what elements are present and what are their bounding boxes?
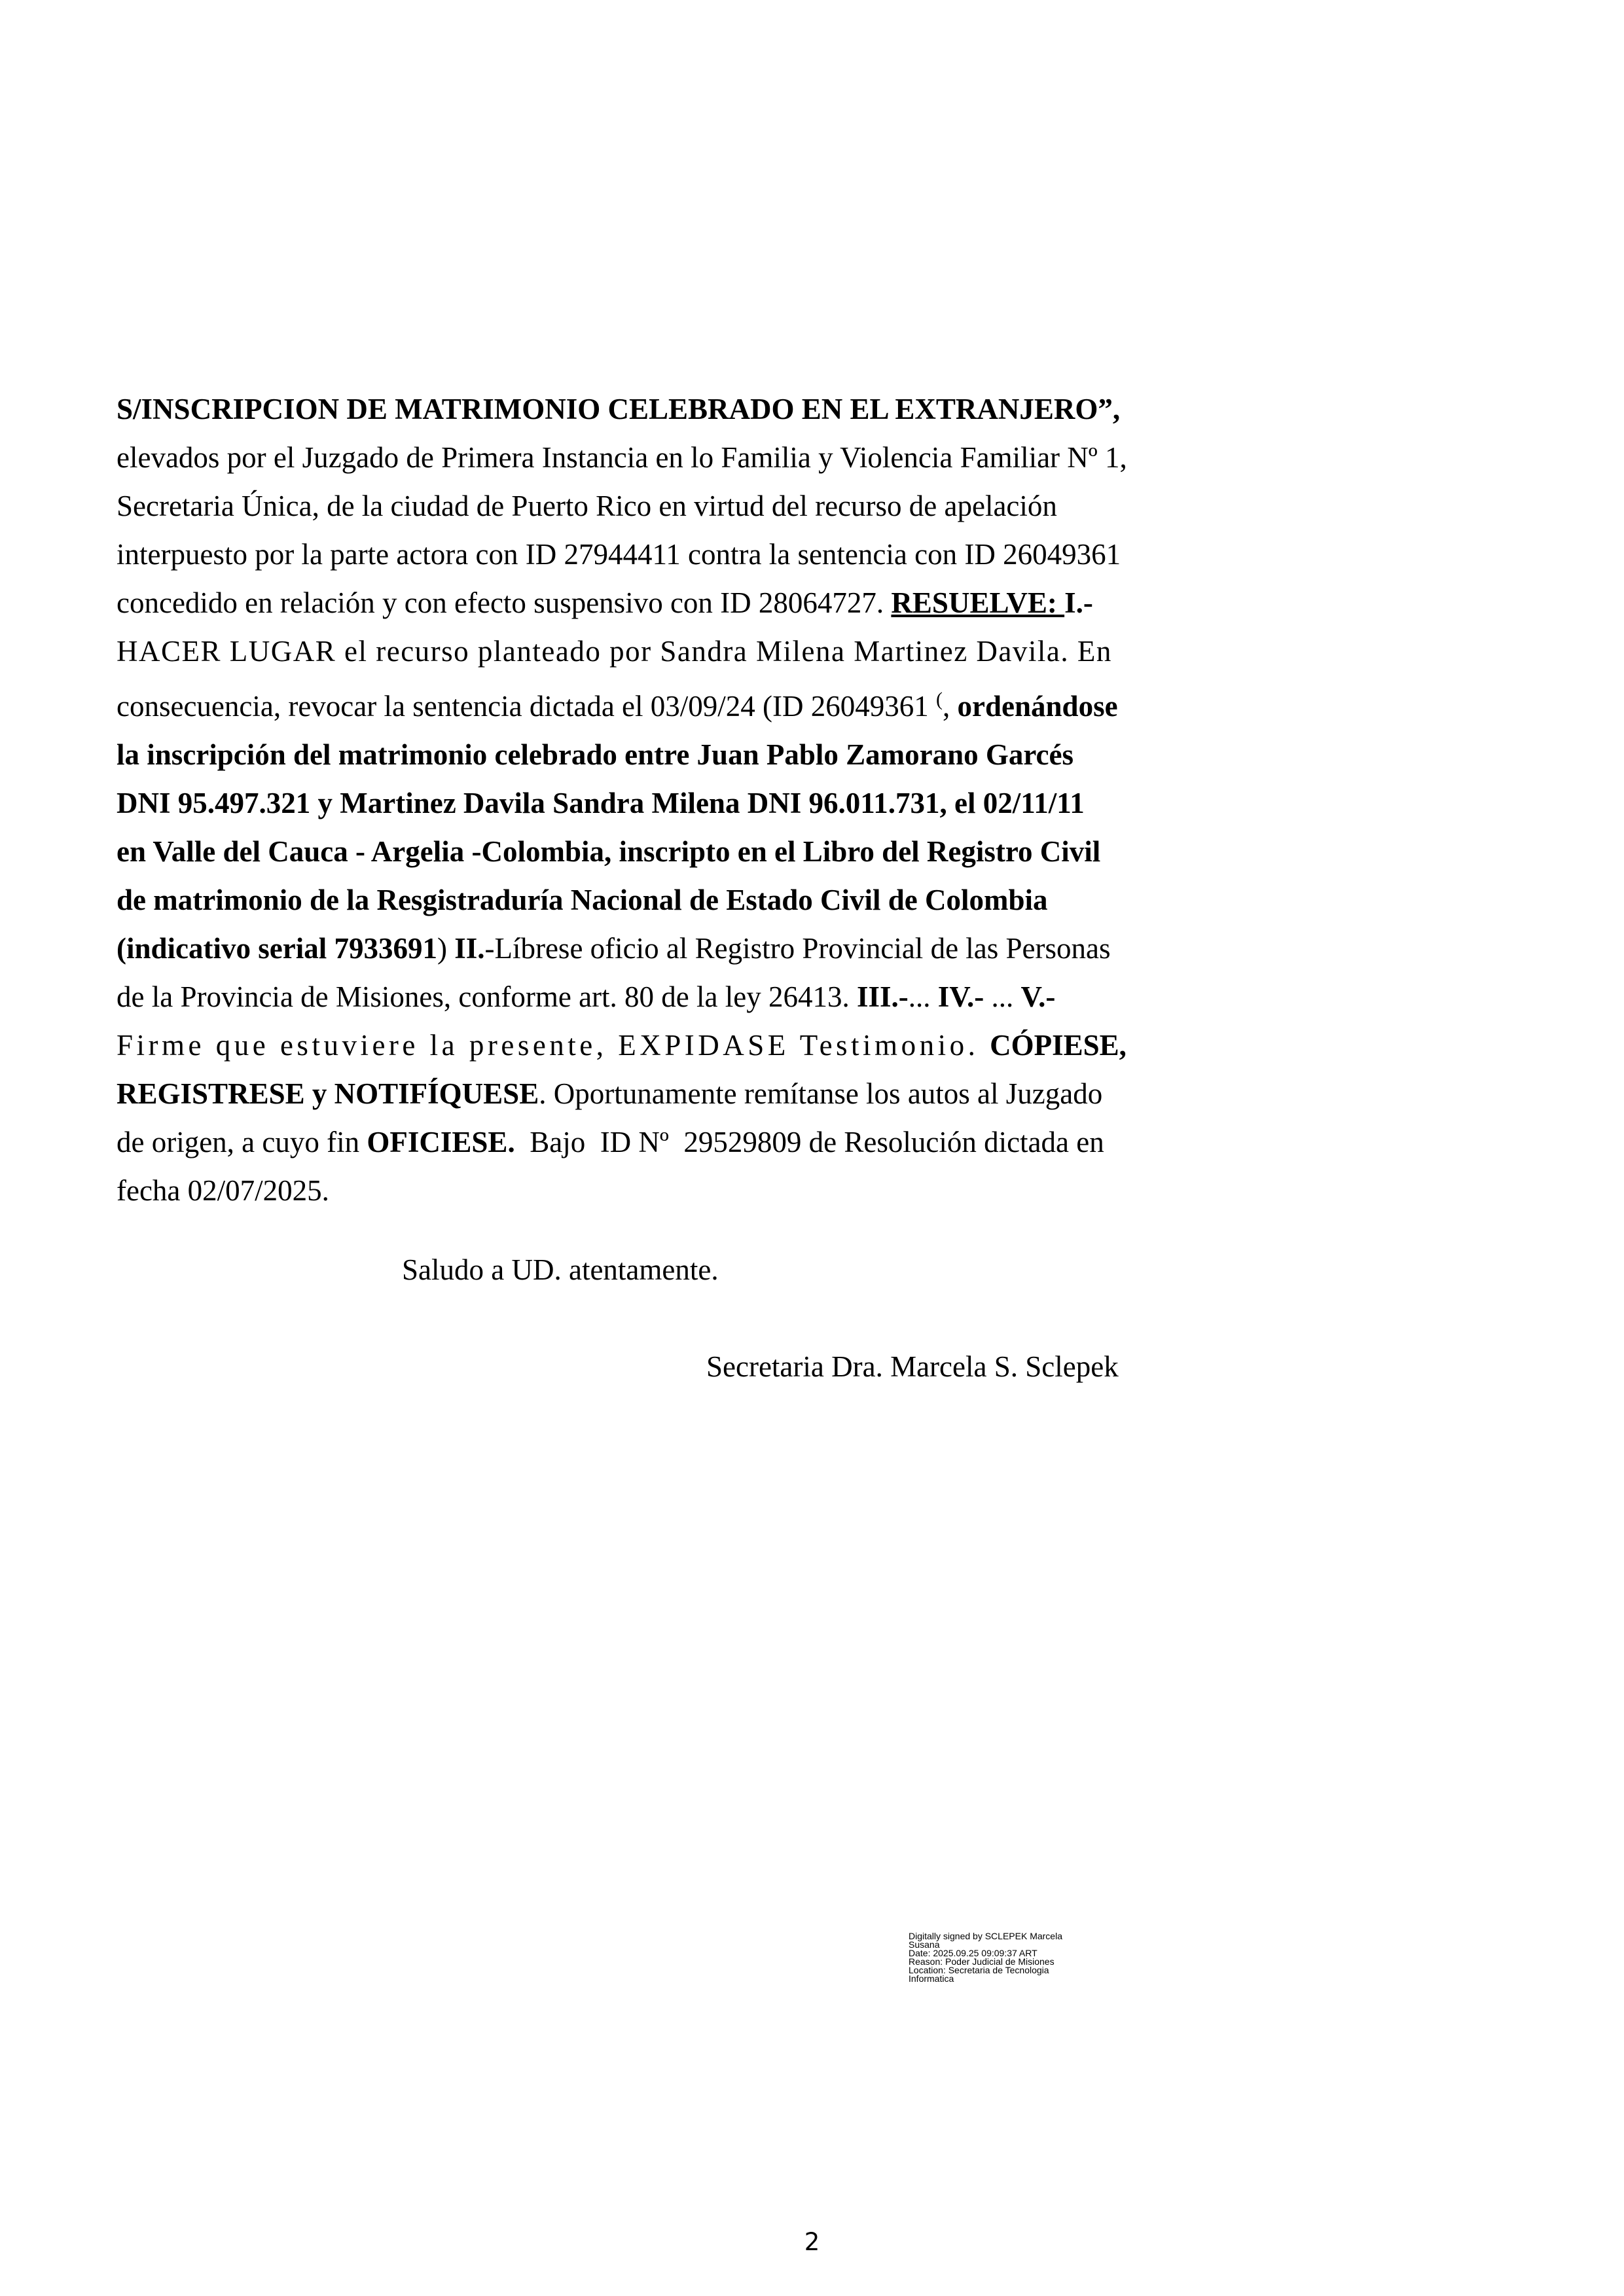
body-text-run: ...: [908, 980, 938, 1013]
body-line: [117, 876, 1241, 924]
bold-text-run: en Valle del Cauca - Argelia -Colombia, inscripto en el Libro del Registro Civil: [117, 835, 1101, 868]
body-text-run: Bajo ID Nº 29529809 de Resolución dictada en: [514, 1126, 1104, 1158]
body-line: HACER LUGAR el recurso planteado por Sandra Milena Martinez Davila. En: [117, 635, 1112, 668]
body-line: Secretaria Única, de la ciudad de Puerto Rico en virtud del recurso de apelación: [117, 490, 1057, 522]
paren-mark: (: [936, 689, 943, 710]
body-text-run: -Líbrese oficio al Registro Provincial de las Personas: [484, 932, 1111, 965]
digital-signature-block: [909, 1932, 1131, 1983]
digital-signature-line: Reason: Poder Judicial de Misiones: [909, 1956, 1055, 1967]
body-text-run: concedido en relación y con efecto suspensivo con ID 28064727.: [117, 586, 892, 619]
body-line: [117, 1021, 1241, 1069]
item-numeral: III.-: [856, 980, 909, 1013]
resolution-body: [117, 385, 1241, 1215]
body-text-run: ...: [984, 980, 1021, 1013]
item-numeral: II.: [454, 932, 485, 965]
digital-signature-line: Informatica: [909, 1973, 954, 1984]
item-numeral: V.-: [1020, 980, 1056, 1013]
bold-text-run: OFICIESE.: [367, 1126, 515, 1158]
body-line: elevados por el Juzgado de Primera Instancia en lo Familia y Violencia Familiar Nº 1,: [117, 441, 1127, 474]
case-title: S/INSCRIPCION DE MATRIMONIO CELEBRADO EN EL EXTRANJERO”,: [117, 393, 1121, 425]
digital-signature-line: Location: Secretaria de Tecnologia: [909, 1965, 1049, 1975]
body-text-run: de origen, a cuyo fin: [117, 1126, 367, 1158]
digital-signature-line: Susana: [909, 1939, 940, 1950]
body-line: fecha 02/07/2025.: [117, 1174, 329, 1207]
bold-text-run: de matrimonio de la Resgistraduría Nacional de Estado Civil de Colombia: [117, 884, 1048, 916]
body-line: interpuesto por la parte actora con ID 27944411 contra la sentencia con ID 26049361: [117, 538, 1121, 571]
body-line: [117, 779, 1241, 827]
body-line: [117, 827, 1241, 876]
body-line: [117, 973, 1241, 1021]
page-number: 2: [804, 2228, 820, 2256]
item-numeral: I.-: [1064, 586, 1093, 619]
bold-text-run: DNI 95.497.321 y Martinez Davila Sandra Milena DNI 96.011.731, el 02/11/11: [117, 787, 1085, 819]
body-text-run: ): [437, 932, 455, 965]
bold-text-run: la inscripción del matrimonio celebrado entre Juan Pablo Zamorano Garcés: [117, 738, 1074, 771]
digital-signature-line: Digitally signed by SCLEPEK Marcela: [909, 1931, 1062, 1941]
body-line: [117, 730, 1241, 779]
body-text-run: Firme que estuviere la presente, EXPIDASE Testimonio.: [117, 1029, 990, 1062]
body-text-run: . Oportunamente remítanse los autos al Juzgado: [539, 1077, 1103, 1110]
bold-text-run: REGISTRESE y NOTIFÍQUESE: [117, 1077, 539, 1110]
bold-text-run: (indicativo serial 7933691: [117, 932, 437, 965]
digital-signature-line: Date: 2025.09.25 09:09:37 ART: [909, 1948, 1038, 1958]
body-text-run: consecuencia, revocar la sentencia dictada el 03/09/24 (ID 26049361: [117, 690, 937, 723]
bold-text-run: ordenándose: [950, 690, 1118, 723]
resuelve-heading: RESUELVE:: [891, 586, 1065, 619]
body-line: [117, 1069, 1241, 1118]
body-text-run: de la Provincia de Misiones, conforme art. 80 de la ley 26413.: [117, 980, 857, 1013]
body-line: [117, 675, 1241, 730]
body-line: [117, 1118, 1241, 1166]
item-numeral: IV.-: [937, 980, 984, 1013]
bold-text-run: CÓPIESE,: [990, 1029, 1127, 1062]
signatory-name: Secretaria Dra. Marcela S. Sclepek: [706, 1350, 1119, 1383]
body-text-run: ,: [943, 690, 950, 723]
body-line: [117, 579, 1241, 627]
body-line: [117, 385, 1241, 433]
closing-greeting: Saludo a UD. atentamente.: [402, 1253, 719, 1286]
body-line: [117, 924, 1241, 973]
